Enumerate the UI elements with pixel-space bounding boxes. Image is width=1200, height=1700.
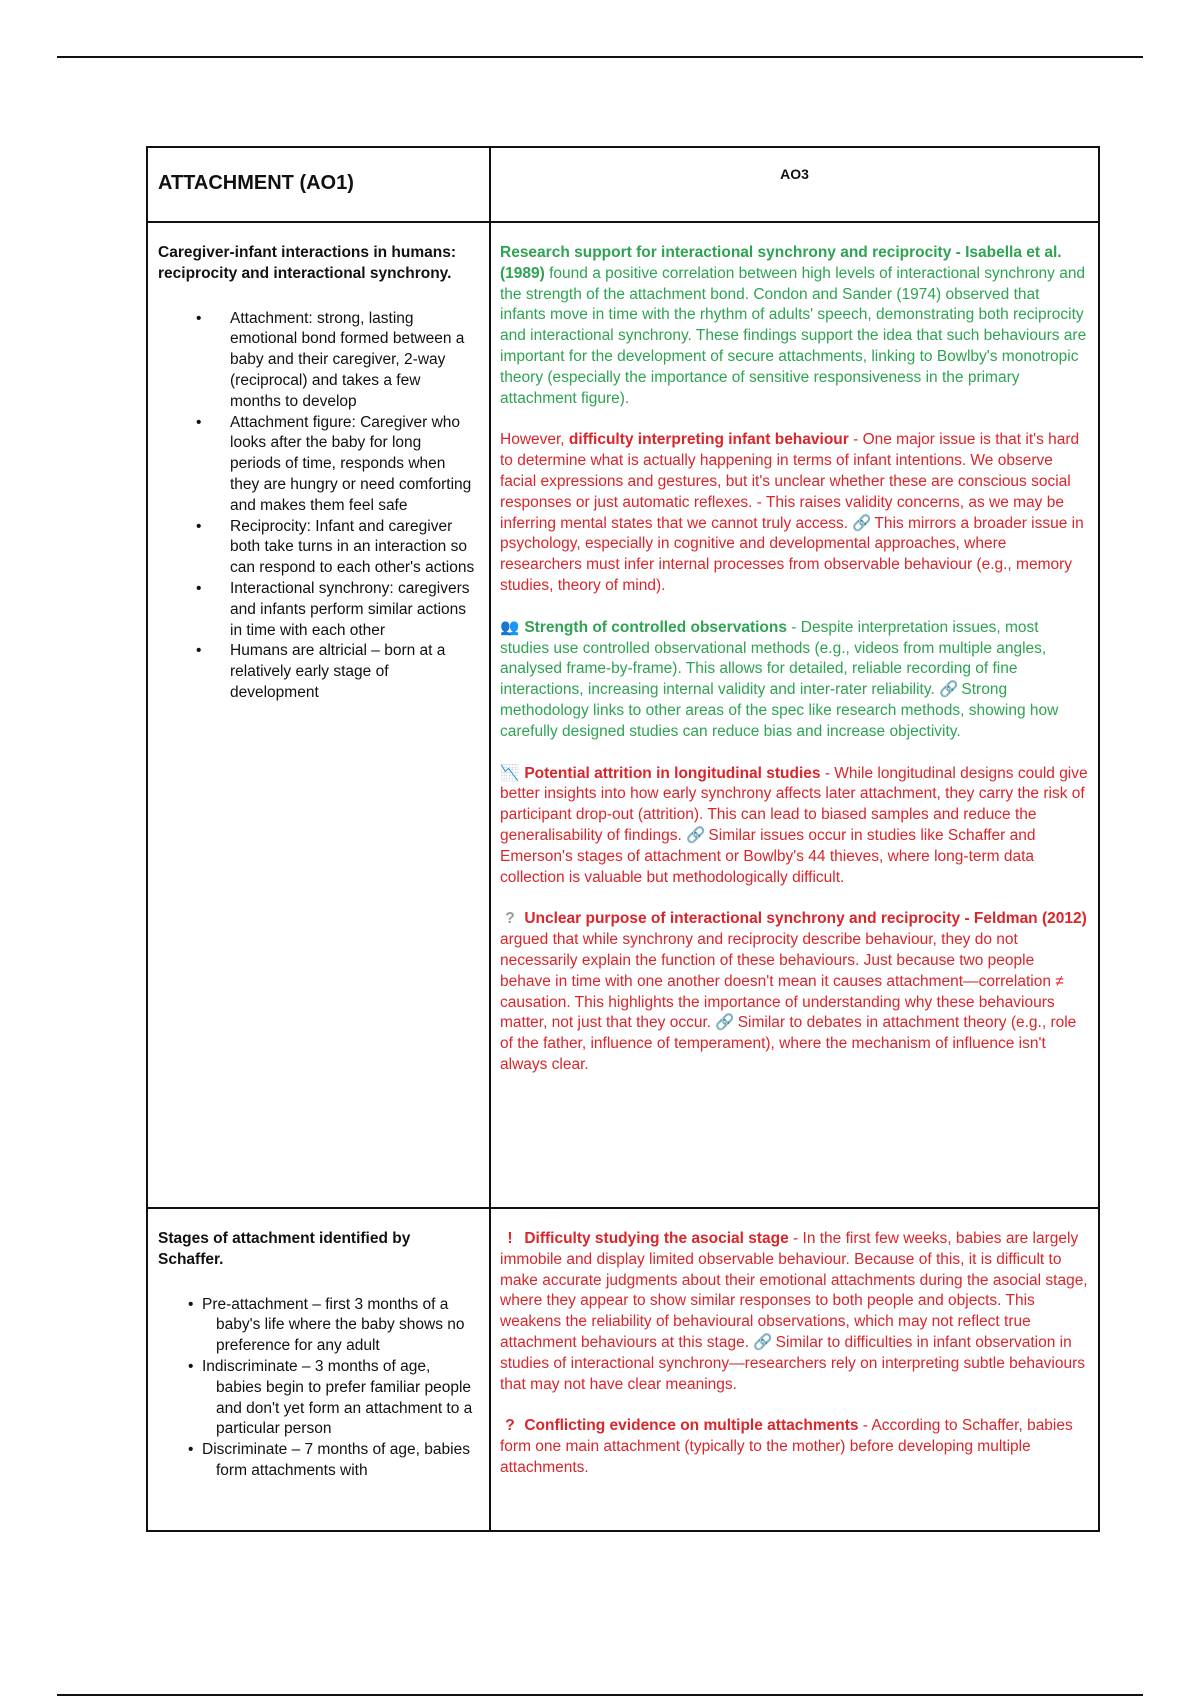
people-icon: 👥	[500, 618, 520, 636]
link-icon: 🔗	[686, 826, 706, 844]
link-icon: 🔗	[939, 681, 959, 699]
ao1-bullet-list	[158, 309, 475, 704]
chart-down-icon: 📉	[500, 764, 520, 782]
ao3-point-research-support	[500, 243, 1088, 409]
link-icon: 🔗	[753, 1333, 773, 1351]
bottom-rule	[57, 1694, 1143, 1696]
point-body: - One major issue is that it's hard to determine what is actually happening in terms of infant intentions. We observe facial expressions and gestures, but it's unclear whether these are conscious social responses or just automatic reflexes. - This raises validity concerns, as we may be inferring mental states that we cannot truly access.	[500, 431, 1080, 532]
point-title: Strength of controlled observations	[524, 618, 787, 636]
ao3-point-asocial-stage	[500, 1229, 1088, 1395]
point-body: - According to Schaffer, babies form one main attachment (typically to the mother) before developing multiple attachments.	[500, 1417, 1073, 1476]
list-item: • Humans are altricial – born at a relatively early stage of development	[158, 641, 475, 703]
point-title: Difficulty studying the asocial stage	[524, 1230, 789, 1247]
question-icon: ?	[505, 1417, 515, 1435]
point-link: Strong methodology links to other areas of the spec like research methods, showing how carefully designed studies can reduce bias and increase objectivity.	[500, 681, 1059, 740]
list-item: • Attachment: strong, lasting emotional bond formed between a baby and their caregiver, 2-way (reciprocal) and takes a few months to develop	[158, 309, 475, 413]
point-link: Similar issues occur in studies like Schaffer and Emerson's stages of attachment or Bowlby's 44 thieves, where long-term data collection is valuable but methodologically difficult.	[500, 826, 1036, 886]
section-stages-row	[147, 1208, 1099, 1531]
ao3-point-interpretation	[500, 430, 1088, 596]
section-heading: Caregiver-infant interactions in humans: reciprocity and interactional synchrony.	[158, 244, 456, 282]
ao1-caregiver-cell	[147, 222, 490, 1208]
section-caregiver-row	[147, 222, 1099, 1208]
list-item: • Discriminate – 7 months of age, babies form attachments with	[158, 1440, 475, 1482]
point-title: Conflicting evidence on multiple attachments	[524, 1417, 859, 1435]
point-title: difficulty interpreting infant behaviour	[568, 431, 849, 449]
point-lead: However,	[500, 431, 569, 449]
point-body: - While longitudinal designs could give better insights into how early synchrony affects later attachment, they carry the risk of participant drop-out (attrition). This can lead to biased samples and reduce the generalisability of findings.	[500, 764, 1088, 844]
point-title: Potential attrition in longitudinal studies	[524, 764, 821, 782]
point-link: Similar to difficulties in infant observation in studies of interactional synchrony—researchers rely on interpreting subtle behaviours that may not have clear meanings.	[500, 1333, 1085, 1393]
question-icon: ?	[505, 910, 515, 928]
header-ao1: ATTACHMENT (AO1)	[147, 147, 490, 222]
link-icon: 🔗	[715, 1014, 735, 1032]
list-item: • Interactional synchrony: caregivers and infants perform similar actions in time with each other	[158, 579, 475, 641]
point-body: found a positive correlation between high levels of interactional synchrony and the strength of the attachment bond. Condon and Sander (1974) observed that infants move in time with the rhythm of adults' speech, demonstrating both reciprocity and interactional synchrony. These findings support the idea that such behaviours are important for the development of secure attachments, linking to Bowlby's monotropic theory (especially the importance of sensitive responsiveness in the primary attachment figure).	[500, 264, 1087, 407]
exclamation-icon: !	[507, 1230, 513, 1247]
point-title: Unclear purpose of interactional synchrony and reciprocity - Feldman (2012)	[524, 910, 1087, 928]
ao1-bullet-list	[158, 1295, 475, 1482]
point-title: Research support for interactional synchrony and reciprocity - Isabella et al. (1989)	[500, 244, 1062, 282]
ao3-stages-cell	[490, 1208, 1099, 1531]
ao3-caregiver-cell	[490, 222, 1099, 1208]
attachment-table	[146, 146, 1100, 1532]
link-icon: 🔗	[852, 514, 872, 532]
header-ao3: AO3	[490, 147, 1099, 222]
ao1-stages-cell	[147, 1208, 490, 1531]
list-item: • Reciprocity: Infant and caregiver both take turns in an interaction so can respond to each other's actions	[158, 517, 475, 579]
list-item: • Pre-attachment – first 3 months of a baby's life where the baby shows no preference for any adult	[158, 1295, 475, 1357]
header-row	[147, 147, 1099, 222]
list-item: • Attachment figure: Caregiver who looks after the baby for long periods of time, responds when they are hungry or need comforting and makes them feel safe	[158, 413, 475, 517]
top-rule	[57, 56, 1143, 58]
point-body: - Despite interpretation issues, most studies use controlled observational methods (e.g., videos from multiple angles, analysed frame-by-frame). This allows for detailed, reliable recording of fine interactions, increasing internal validity and inter-rater reliability.	[500, 618, 1047, 699]
point-link: This mirrors a broader issue in psychology, especially in cognitive and developmental approaches, where researchers must infer internal processes from observable behaviour (e.g., memory studies, theory of mind).	[500, 514, 1084, 594]
point-link: Similar to debates in attachment theory (e.g., role of the father, influence of temperament), where the mechanism of influence isn't always clear.	[500, 1014, 1077, 1073]
ao3-point-attrition	[500, 764, 1088, 889]
section-heading: Stages of attachment identified by Schaffer.	[158, 1230, 411, 1268]
ao3-point-unclear-purpose	[500, 909, 1088, 1075]
ao3-point-multiple-attachments	[500, 1416, 1088, 1478]
ao3-point-controlled-observations	[500, 618, 1088, 743]
list-item: • Indiscriminate – 3 months of age, babies begin to prefer familiar people and don't yet form an attachment to a particular person	[158, 1357, 475, 1440]
point-body: argued that while synchrony and reciprocity describe behaviour, they do not necessarily explain the function of these behaviours. Just because two people behave in time with one another doesn't mean it causes attachment—correlation ≠ causation. This highlights the importance of understanding why these behaviours matter, not just that they occur.	[500, 931, 1064, 1032]
point-body: - In the first few weeks, babies are largely immobile and display limited observable behaviour. Because of this, it is difficult to make accurate judgments about their emotional attachments during the asocial stage, where they appear to show similar responses to both people and objects. This weakens the reliability of behavioural observations, which may not reflect true attachment behaviours at this stage.	[500, 1230, 1088, 1351]
